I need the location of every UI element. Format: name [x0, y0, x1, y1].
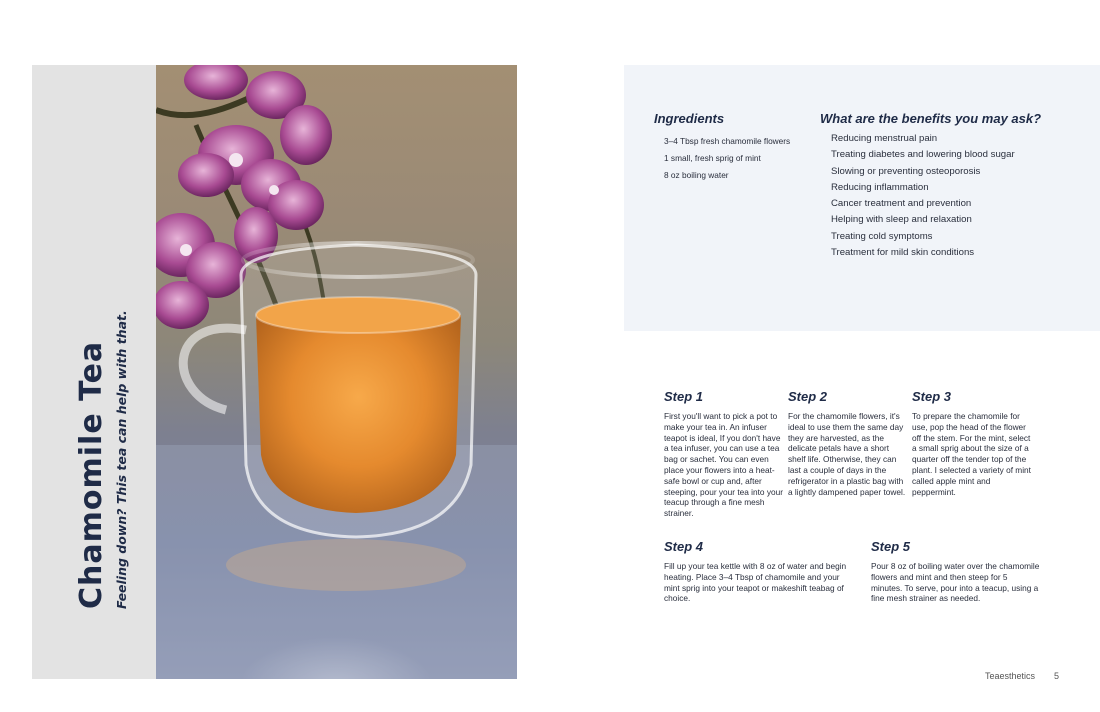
benefits-heading: What are the benefits you may ask?: [820, 111, 1042, 126]
footer-publication: Teaesthetics: [985, 671, 1036, 681]
list-item: 1 small, fresh sprig of mint: [664, 153, 761, 164]
step-2: [788, 389, 908, 497]
list-item: Slowing or preventing osteoporosis: [831, 165, 981, 177]
list-item: Treatment for mild skin conditions: [831, 247, 975, 259]
step-text: Pour 8 oz of boiling water over the chamomile flowers and mint and then steep for 5 minutes. To serve, pour into a teacup, using a fine mesh strainer as needed.: [871, 561, 1040, 604]
step-3: [912, 389, 1032, 497]
ingredients-list: [664, 133, 790, 185]
ingredients-heading: Ingredients: [654, 111, 725, 126]
step-title: Step 3: [912, 389, 952, 404]
title-block: [32, 65, 156, 679]
step-5: [871, 539, 1041, 604]
list-item: Reducing inflammation: [831, 181, 929, 193]
list-item: Cancer treatment and prevention: [831, 198, 972, 210]
page-title: Chamomile Tea: [74, 340, 109, 609]
page-subtitle: Feeling down? This tea can help with that.: [114, 310, 129, 609]
step-text: To prepare the chamomile for use, pop the head of the flower off the stem. For the mint, select a small sprig about the size of a quarter off the tender top of the plant. I selected a variety of mint called apple mint and peppermint.: [912, 411, 1031, 497]
list-item: Helping with sleep and relaxation: [831, 214, 972, 226]
step-1: [664, 389, 784, 519]
step-text: First you'll want to pick a pot to make your tea in. An infuser teapot is ideal, If you don't have a tea infuser, you can use a tea bag or sachet. You can even place your flowers into a heat-safe bowl or cup and, after steeping, pour your tea into your teacup through a fine mesh strainer.: [664, 411, 783, 519]
benefits-list: [831, 131, 1015, 261]
step-title: Step 4: [664, 539, 704, 554]
page-number: 5: [1054, 671, 1060, 681]
step-title: Step 2: [788, 389, 828, 404]
step-title: Step 5: [871, 539, 911, 554]
step-text: For the chamomile flowers, it's ideal to use them the same day they are harvested, as the delicate petals have a short shelf life. Otherwise, they can last a couple of days in the refrigerator in a plastic bag with a lightly dampened paper towel.: [788, 411, 906, 497]
step-4: [664, 539, 854, 604]
step-text: Fill up your tea kettle with 8 oz of water and begin heating. Place 3–4 Tbsp of chamomile and your mint sprig into your teapot or makeshift teabag of choice.: [664, 561, 847, 604]
list-item: Treating diabetes and lowering blood sugar: [831, 149, 1015, 161]
step-title: Step 1: [664, 389, 704, 404]
list-item: Treating cold symptoms: [831, 230, 933, 242]
tea-photo: [156, 65, 517, 679]
list-item: 8 oz boiling water: [664, 170, 729, 181]
list-item: Reducing menstrual pain: [831, 133, 938, 144]
list-item: 3–4 Tbsp fresh chamomile flowers: [664, 136, 791, 146]
